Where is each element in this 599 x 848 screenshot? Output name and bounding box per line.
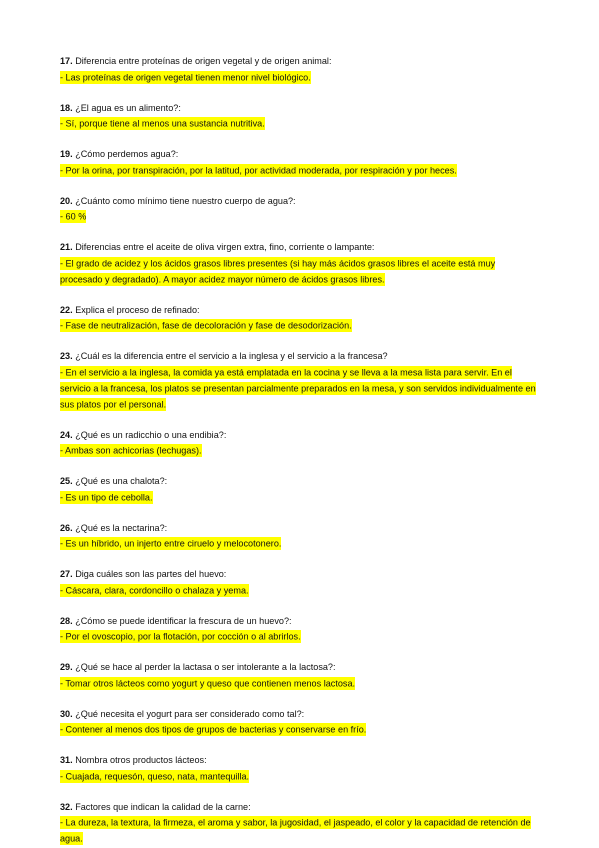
qa-item — [60, 659, 539, 691]
qa-item — [60, 193, 539, 225]
answer-text: - Las proteínas de origen vegetal tienen menor nivel biológico. — [60, 72, 311, 82]
question-number: 19. — [60, 149, 73, 159]
answer-text: - Es un tipo de cebolla. — [60, 492, 153, 502]
answer-text: - Cuajada, requesón, queso, nata, mantequilla. — [60, 771, 250, 781]
question-text: ¿Cómo se puede identificar la frescura de un huevo?: — [75, 615, 292, 626]
answer-text: - Por el ovoscopio, por la flotación, por cocción o al abrirlos. — [60, 631, 301, 642]
question-text: Diga cuáles son las partes del huevo: — [75, 569, 227, 579]
answer-text: - En el servicio a la inglesa, la comida ya está emplatada en la cocina y se lleva a la mesa lista para servir. En el servicio a la francesa, los platos se presentan parcialmente preparados en la mesa, y son servidos individualmente en sus platos por el personal. — [60, 367, 536, 409]
question — [60, 427, 539, 443]
answer-text: - Por la orina, por transpiración, por la latitud, por actividad moderada, por respiración y por heces. — [60, 165, 457, 175]
question-text: Diferencia entre proteínas de origen vegetal y de origen animal: — [75, 56, 332, 66]
qa-item — [60, 239, 539, 287]
answer — [60, 162, 539, 178]
answer — [60, 69, 539, 85]
question — [60, 752, 539, 768]
question — [60, 520, 539, 536]
question-text: ¿Qué necesita el yogurt para ser considerado como tal?: — [75, 708, 305, 719]
question-number: 24. — [60, 429, 73, 440]
question — [60, 100, 539, 116]
question-text: Factores que indican la calidad de la carne: — [75, 801, 251, 812]
qa-item — [60, 706, 539, 738]
question-number: 27. — [60, 569, 73, 579]
question-number: 20. — [60, 195, 73, 206]
question-text: ¿Cómo perdemos agua?: — [75, 149, 179, 159]
question-number: 23. — [60, 351, 73, 361]
answer-text: - Ambas son achicorias (lechugas). — [60, 445, 202, 456]
answer — [60, 318, 539, 334]
answer — [60, 722, 539, 738]
question — [60, 613, 539, 629]
answer — [60, 815, 539, 847]
answer-text: - Fase de neutralización, fase de decoloración y fase de desodorización. — [60, 320, 352, 331]
question — [60, 473, 539, 489]
answer-text: - Contener al menos dos tipos de grupos de bacterias y conservarse en frío. — [60, 724, 367, 735]
question — [60, 146, 539, 162]
question-text: Explica el proceso de refinado: — [75, 304, 200, 315]
qa-item — [60, 473, 539, 505]
question-text: ¿El agua es un alimento?: — [75, 102, 181, 113]
qa-item — [60, 348, 539, 412]
question-number: 17. — [60, 56, 73, 66]
question — [60, 706, 539, 722]
qa-item — [60, 799, 539, 847]
answer-text: - La dureza, la textura, la firmeza, el aroma y sabor, la jugosidad, el jaspeado, el color y la capacidad de retención de agua. — [60, 817, 531, 844]
answer — [60, 489, 539, 505]
question-text: Diferencias entre el aceite de oliva virgen extra, fino, corriente o lampante: — [75, 242, 375, 252]
question-number: 29. — [60, 662, 73, 672]
answer — [60, 364, 539, 412]
answer-text: - 60 % — [60, 211, 87, 222]
qa-item — [60, 520, 539, 552]
answer-text: - El grado de acidez y los ácidos grasos libres presentes (si hay más ácidos grasos libres el aceite está muy procesado y degradado). A mayor acidez mayor número de ácidos grasos libres. — [60, 258, 496, 284]
question-number: 32. — [60, 801, 73, 812]
qa-item — [60, 566, 539, 598]
question-text: ¿Cuánto como mínimo tiene nuestro cuerpo de agua?: — [75, 195, 296, 206]
question — [60, 193, 539, 209]
question — [60, 53, 539, 69]
question-number: 18. — [60, 102, 73, 113]
qa-item — [60, 146, 539, 178]
question — [60, 799, 539, 815]
answer — [60, 443, 539, 459]
question-number: 22. — [60, 304, 73, 315]
question-number: 21. — [60, 242, 73, 252]
answer — [60, 116, 539, 132]
answer — [60, 582, 539, 598]
answer-text: - Tomar otros lácteos como yogurt y queso que contienen menos lactosa. — [60, 678, 356, 688]
answer — [60, 255, 539, 287]
answer — [60, 536, 539, 552]
question-text: ¿Qué es una chalota?: — [75, 476, 168, 486]
qa-list — [60, 53, 539, 847]
answer-text: - Sí, porque tiene al menos una sustancia nutritiva. — [60, 118, 265, 129]
answer — [60, 209, 539, 225]
question-text: ¿Qué se hace al perder la lactasa o ser intolerante a la lactosa?: — [75, 662, 336, 672]
question-text: ¿Cuál es la diferencia entre el servicio a la inglesa y el servicio a la francesa? — [75, 351, 388, 361]
question-text: ¿Qué es un radicchio o una endibia?: — [75, 429, 227, 440]
question — [60, 659, 539, 675]
qa-item — [60, 100, 539, 132]
qa-item — [60, 613, 539, 645]
qa-item — [60, 427, 539, 459]
question — [60, 239, 539, 255]
question-number: 28. — [60, 615, 73, 626]
question — [60, 348, 539, 364]
qa-item — [60, 752, 539, 784]
answer-text: - Cáscara, clara, cordoncillo o chalaza y yema. — [60, 585, 249, 595]
question-text: ¿Qué es la nectarina?: — [75, 522, 168, 533]
question-number: 26. — [60, 522, 73, 533]
question — [60, 566, 539, 582]
answer-text: - Es un híbrido, un injerto entre ciruelo y melocotonero. — [60, 538, 282, 549]
question — [60, 302, 539, 318]
qa-item — [60, 53, 539, 85]
question-number: 31. — [60, 755, 73, 765]
answer — [60, 675, 539, 691]
answer — [60, 629, 539, 645]
answer — [60, 768, 539, 784]
qa-item — [60, 302, 539, 334]
question-number: 30. — [60, 708, 73, 719]
question-text: Nombra otros productos lácteos: — [75, 755, 207, 765]
question-number: 25. — [60, 476, 73, 486]
